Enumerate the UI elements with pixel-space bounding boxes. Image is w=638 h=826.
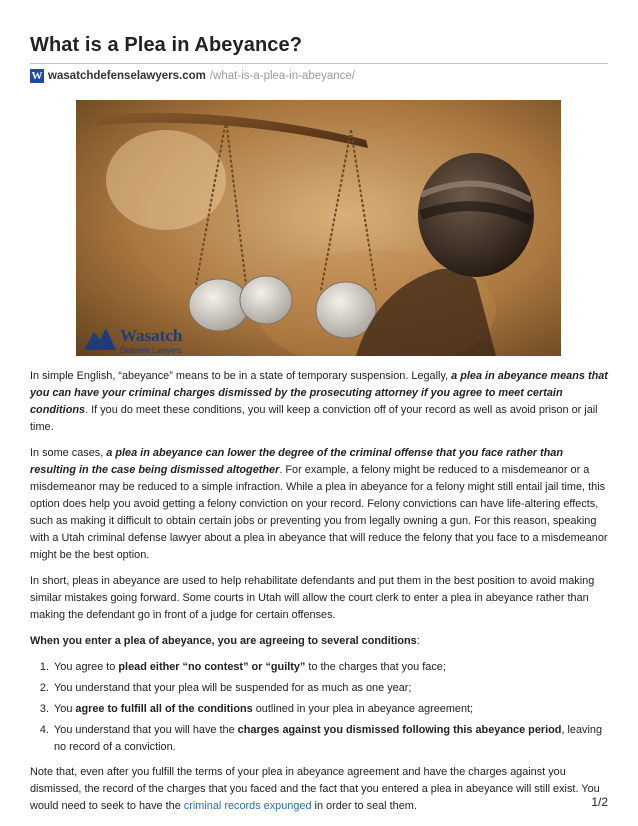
page-title: What is a Plea in Abeyance? xyxy=(30,34,303,56)
source-path[interactable]: /what-is-a-plea-in-abeyance/ xyxy=(209,70,355,82)
paragraph-4: When you enter a plea of abeyance, you are agreeing to several conditions: xyxy=(30,635,420,647)
page-number: 1/2 xyxy=(591,795,608,809)
scales-of-justice-image xyxy=(76,100,561,356)
paragraph-2: In some cases, a plea in abeyance can lower the degree of the criminal offense that you face rather than resulting in the case being dismissed altogether. For example, a felony might be reduced to a misdemeanor or a misdemeanor may be reduced to a simple infraction. While a plea in abeyance for a felony might still entail jail time, this option does help you avoid getting a felony conviction on your record. Felony convictions can have life-altering effects, such as making it difficult to obtain certain jobs or preventing you from legally owning a gun. For this reason, speaking with a Utah criminal defense lawyer about a plea in abeyance that will reduce the felony that you face to a misdemeanor might be the best option. xyxy=(30,447,608,561)
source-domain[interactable]: wasatchdefenselawyers.com xyxy=(48,70,206,82)
list-item: 1. You agree to plead either “no contest” or “guilty” to the charges that you face; xyxy=(52,659,610,676)
article-body xyxy=(30,368,610,824)
title-divider xyxy=(30,63,608,64)
paragraph-5: Note that, even after you fulfill the terms of your plea in abeyance agreement and have the charges against you dismissed, the record of the charges that you faced and the fact that you entered a plea in abeyance will still exist. You would need to seek to have the criminal records expunged in order to seal them. xyxy=(30,766,600,812)
paragraph-1: In simple English, “abeyance” means to be in a state of temporary suspension. Legally, a plea in abeyance means that you can have your criminal charges dismissed by the prosecuting attorney if you agree to meet certain conditions. If you do meet these conditions, you will keep a conviction off of your record as well as avoid prison or jail time. xyxy=(30,370,608,433)
list-item: 4. You understand that you will have the charges against you dismissed following this abeyance period, leaving no record of a conviction. xyxy=(52,722,610,756)
site-logo-icon: W xyxy=(31,70,43,82)
source-line xyxy=(30,68,355,84)
list-item: 2. You understand that your plea will be suspended for as much as one year; xyxy=(52,680,610,697)
list-item: 3. You agree to fulfill all of the conditions outlined in your plea in abeyance agreement; xyxy=(52,701,610,718)
conditions-list xyxy=(30,659,610,756)
expungement-link[interactable]: criminal records expunged xyxy=(183,800,312,812)
hero-image xyxy=(76,100,561,356)
hero-logo-name: Wasatch xyxy=(120,326,183,345)
paragraph-3: In short, pleas in abeyance are used to help rehabilitate defendants and put them in the best position to avoid making similar mistakes going forward. Some courts in Utah will allow the court clerk to enter a plea in abeyance rather than making the defendant go in front of a judge for certain offenses. xyxy=(30,575,595,621)
hero-logo-subtitle: Defense Lawyers xyxy=(120,346,182,355)
